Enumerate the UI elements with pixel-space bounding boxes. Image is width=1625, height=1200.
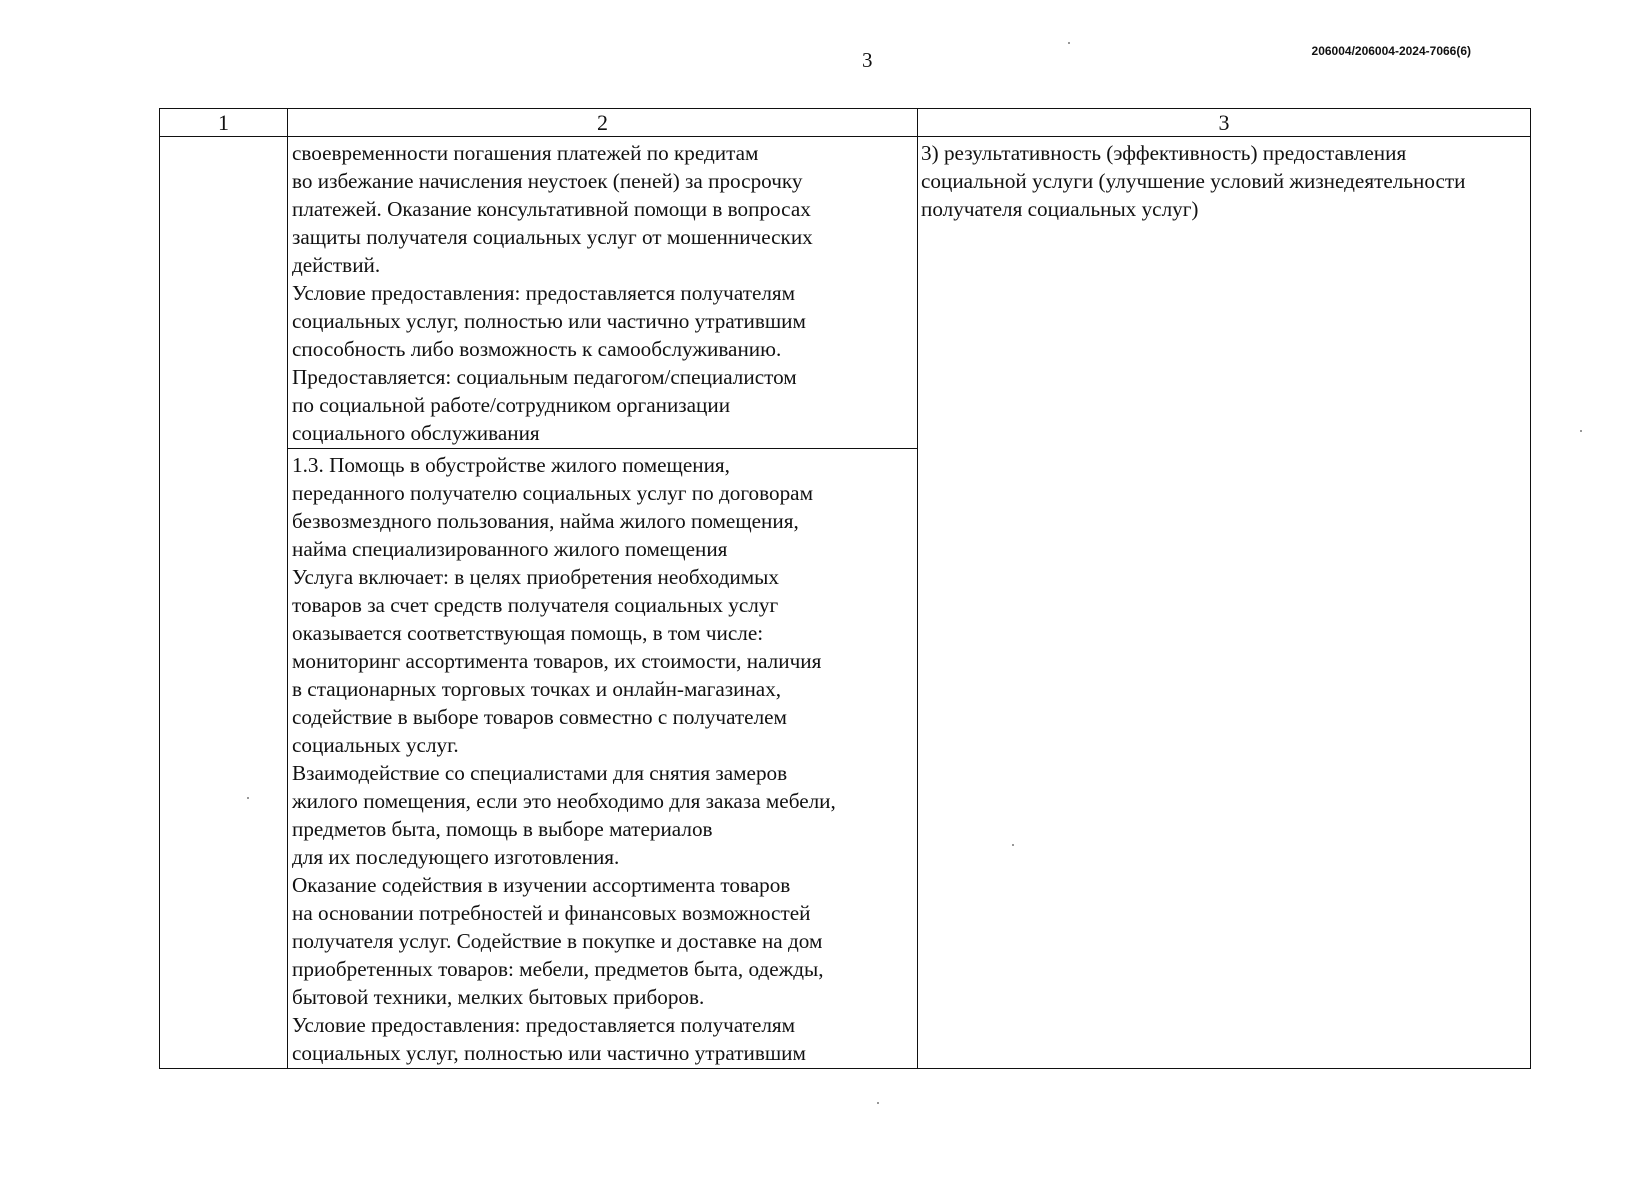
- text-line: во избежание начисления неустоек (пеней) за просрочку: [292, 169, 803, 193]
- column-header-3: 3: [918, 109, 1531, 137]
- text-line: получателя услуг. Содействие в покупке и доставке на дом: [292, 929, 823, 953]
- text-line: предметов быта, помощь в выборе материалов: [292, 817, 713, 841]
- text-line: содействие в выборе товаров совместно с получателем: [292, 705, 787, 729]
- text-line: способность либо возможность к самообслуживанию.: [292, 337, 782, 361]
- text-line: переданного получателю социальных услуг по договорам: [292, 481, 813, 505]
- column1-cell: [160, 137, 288, 1069]
- text-line: получателя социальных услуг): [921, 197, 1199, 221]
- text-line: в стационарных торговых точках и онлайн-магазинах,: [292, 677, 782, 701]
- scan-speck: [1580, 430, 1582, 432]
- text-line: платежей. Оказание консультативной помощи в вопросах: [292, 197, 811, 221]
- column-header-2: 2: [288, 109, 918, 137]
- text-line: 1.3. Помощь в обустройстве жилого помещения,: [292, 453, 730, 477]
- text-line: бытовой техники, мелких бытовых приборов.: [292, 985, 705, 1009]
- text-line: защиты получателя социальных услуг от мошеннических: [292, 225, 813, 249]
- text-line: 3) результативность (эффективность) предоставления: [921, 141, 1407, 165]
- service-description-cell-2: [288, 449, 918, 1069]
- services-table: [159, 108, 1531, 1069]
- text-line: Условие предоставления: предоставляется получателям: [292, 1013, 796, 1037]
- text-line: по социальной работе/сотрудником организации: [292, 393, 731, 417]
- result-cell: [918, 137, 1531, 1069]
- text-line: приобретенных товаров: мебели, предметов быта, одежды,: [292, 957, 824, 981]
- service-text-block-1: [288, 137, 917, 448]
- text-line: действий.: [292, 253, 381, 277]
- text-line: социального обслуживания: [292, 421, 540, 445]
- text-line: своевременности погашения платежей по кредитам: [292, 141, 759, 165]
- text-line: для их последующего изготовления.: [292, 845, 620, 869]
- text-line: безвозмездного пользования, найма жилого помещения,: [292, 509, 799, 533]
- text-line: социальных услуг, полностью или частично утратившим: [292, 1041, 806, 1065]
- text-line: на основании потребностей и финансовых возможностей: [292, 901, 811, 925]
- text-line: мониторинг ассортимента товаров, их стоимости, наличия: [292, 649, 822, 673]
- service-text-block-2: [288, 449, 917, 1068]
- text-line: оказывается соответствующая помощь, в том числе:: [292, 621, 764, 645]
- text-line: Услуга включает: в целях приобретения необходимых: [292, 565, 779, 589]
- scan-speck: [1068, 42, 1070, 44]
- text-line: социальных услуг, полностью или частично утратившим: [292, 309, 806, 333]
- scan-speck: [247, 797, 249, 799]
- text-line: жилого помещения, если это необходимо для заказа мебели,: [292, 789, 836, 813]
- document-id: 206004/206004-2024-7066(6): [1311, 44, 1471, 58]
- page-number: 3: [862, 48, 873, 72]
- text-line: Предоставляется: социальным педагогом/специалистом: [292, 365, 797, 389]
- text-line: найма специализированного жилого помещения: [292, 537, 728, 561]
- text-line: Оказание содействия в изучении ассортимента товаров: [292, 873, 791, 897]
- column-header-1: 1: [160, 109, 288, 137]
- text-line: Взаимодействие со специалистами для снятия замеров: [292, 761, 788, 785]
- text-line: Условие предоставления: предоставляется получателям: [292, 281, 796, 305]
- text-line: социальной услуги (улучшение условий жизнедеятельности: [921, 169, 1466, 193]
- table-row: [160, 137, 1531, 449]
- scan-speck: [1012, 844, 1014, 846]
- text-line: товаров за счет средств получателя социальных услуг: [292, 593, 779, 617]
- result-text-block: [918, 137, 1530, 224]
- service-description-cell-1: [288, 137, 918, 449]
- text-line: социальных услуг.: [292, 733, 459, 757]
- scan-speck: [877, 1102, 879, 1104]
- table-header-row: [160, 109, 1531, 137]
